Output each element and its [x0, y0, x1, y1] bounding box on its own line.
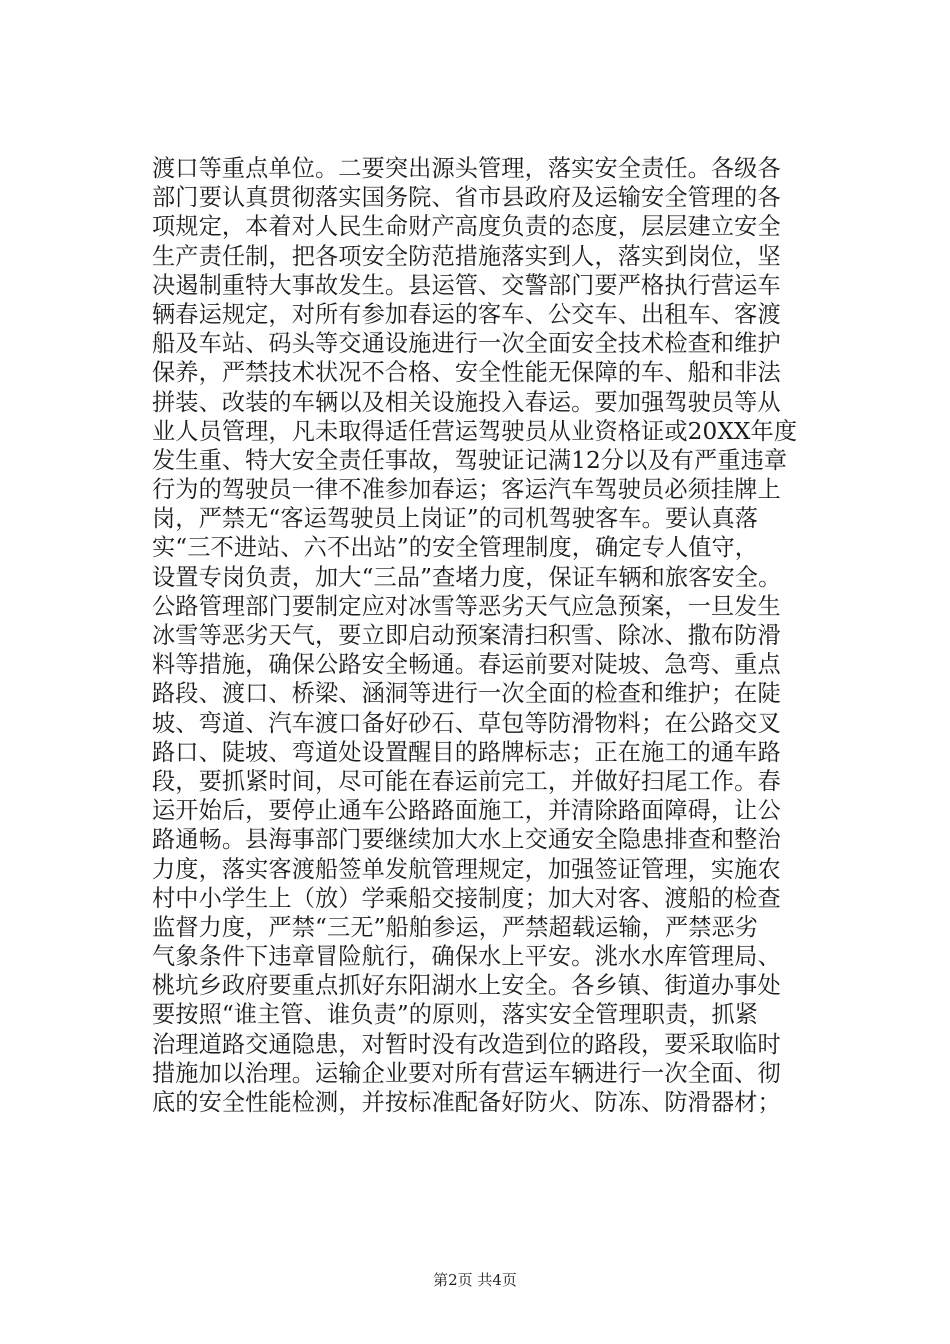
text-line: 村中小学生上（放）学乘船交接制度；加大对客、渡船的检查 — [152, 884, 781, 912]
text-line: 段，要抓紧时间，尽可能在春运前完工，并做好扫尾工作。春 — [152, 767, 781, 795]
text-line: 辆春运规定，对所有参加春运的客车、公交车、出租车、客渡 — [152, 300, 781, 328]
text-line: 运开始后，要停止通车公路路面施工，并清除路面障碍，让公 — [152, 797, 781, 825]
page-footer: 第2页 共4页 — [433, 1271, 517, 1289]
text-line: 生产责任制，把各项安全防范措施落实到人，落实到岗位，坚 — [152, 242, 781, 270]
body-text — [152, 154, 872, 1117]
text-line: 路段、渡口、桥梁、涵洞等进行一次全面的检查和维护；在陡 — [152, 680, 781, 708]
text-line: 治理道路交通隐患，对暂时没有改造到位的路段，要采取临时 — [152, 1030, 781, 1058]
text-line: 要按照“谁主管、谁负责”的原则，落实安全管理职责，抓紧 — [152, 1001, 759, 1029]
text-line: 料等措施，确保公路安全畅通。春运前要对陡坡、急弯、重点 — [152, 651, 781, 679]
text-line: 岗，严禁无“客运驾驶员上岗证”的司机驾驶客车。要认真落 — [152, 505, 759, 533]
text-line: 渡口等重点单位。二要突出源头管理，落实安全责任。各级各 — [152, 155, 781, 182]
text-line: 桃坑乡政府要重点抓好东阳湖水上安全。各乡镇、街道办事处 — [152, 972, 781, 1000]
text-line: 拼装、改装的车辆以及相关设施投入春运。要加强驾驶员等从 — [152, 388, 781, 416]
text-line: 行为的驾驶员一律不准参加春运；客运汽车驾驶员必须挂牌上 — [152, 476, 781, 504]
text-line: 力度，落实客渡船签单发航管理规定，加强签证管理，实施农 — [152, 855, 781, 883]
text-line: 底的安全性能检测，并按标准配备好防火、防冻、防滑器材； — [152, 1089, 781, 1116]
text-line: 实“三不进站、六不出站”的安全管理制度，确定专人值守， — [152, 534, 759, 562]
text-line: 船及车站、码头等交通设施进行一次全面安全技术检查和维护 — [152, 330, 781, 358]
text-line: 发生重、特大安全责任事故，驾驶证记满12分以及有严重违章 — [152, 446, 788, 474]
text-line: 设置专岗负责，加大“三品”查堵力度，保证车辆和旅客安全。 — [152, 563, 782, 591]
text-line: 部门要认真贯彻落实国务院、省市县政府及运输安全管理的各 — [152, 184, 781, 212]
text-line: 冰雪等恶劣天气，要立即启动预案清扫积雪、除冰、撒布防滑 — [152, 622, 781, 649]
text-line: 项规定，本着对人民生命财产高度负责的态度，层层建立安全 — [152, 213, 781, 241]
text-line: 保养，严禁技术状况不合格、安全性能无保障的车、船和非法 — [152, 359, 781, 387]
text-line: 决遏制重特大事故发生。县运管、交警部门要严格执行营运车 — [152, 271, 781, 299]
text-line: 坡、弯道、汽车渡口备好砂石、草包等防滑物料；在公路交叉 — [152, 709, 781, 737]
text-line: 路通畅。县海事部门要继续加大水上交通安全隐患排查和整治 — [152, 826, 781, 854]
text-line: 业人员管理，凡未取得适任营运驾驶员从业资格证或20XX年度 — [152, 417, 798, 445]
text-line: 监督力度，严禁“三无”船舶参运，严禁超载运输，严禁恶劣 — [152, 913, 759, 941]
text-line: 气象条件下违章冒险航行，确保水上平安。洮水水库管理局、 — [152, 943, 781, 971]
text-line: 措施加以治理。运输企业要对所有营运车辆进行一次全面、彻 — [152, 1059, 781, 1087]
text-line: 路口、陡坡、弯道处设置醒目的路牌标志；正在施工的通车路 — [152, 738, 781, 766]
text-line: 公路管理部门要制定应对冰雪等恶劣天气应急预案，一旦发生 — [152, 592, 781, 620]
